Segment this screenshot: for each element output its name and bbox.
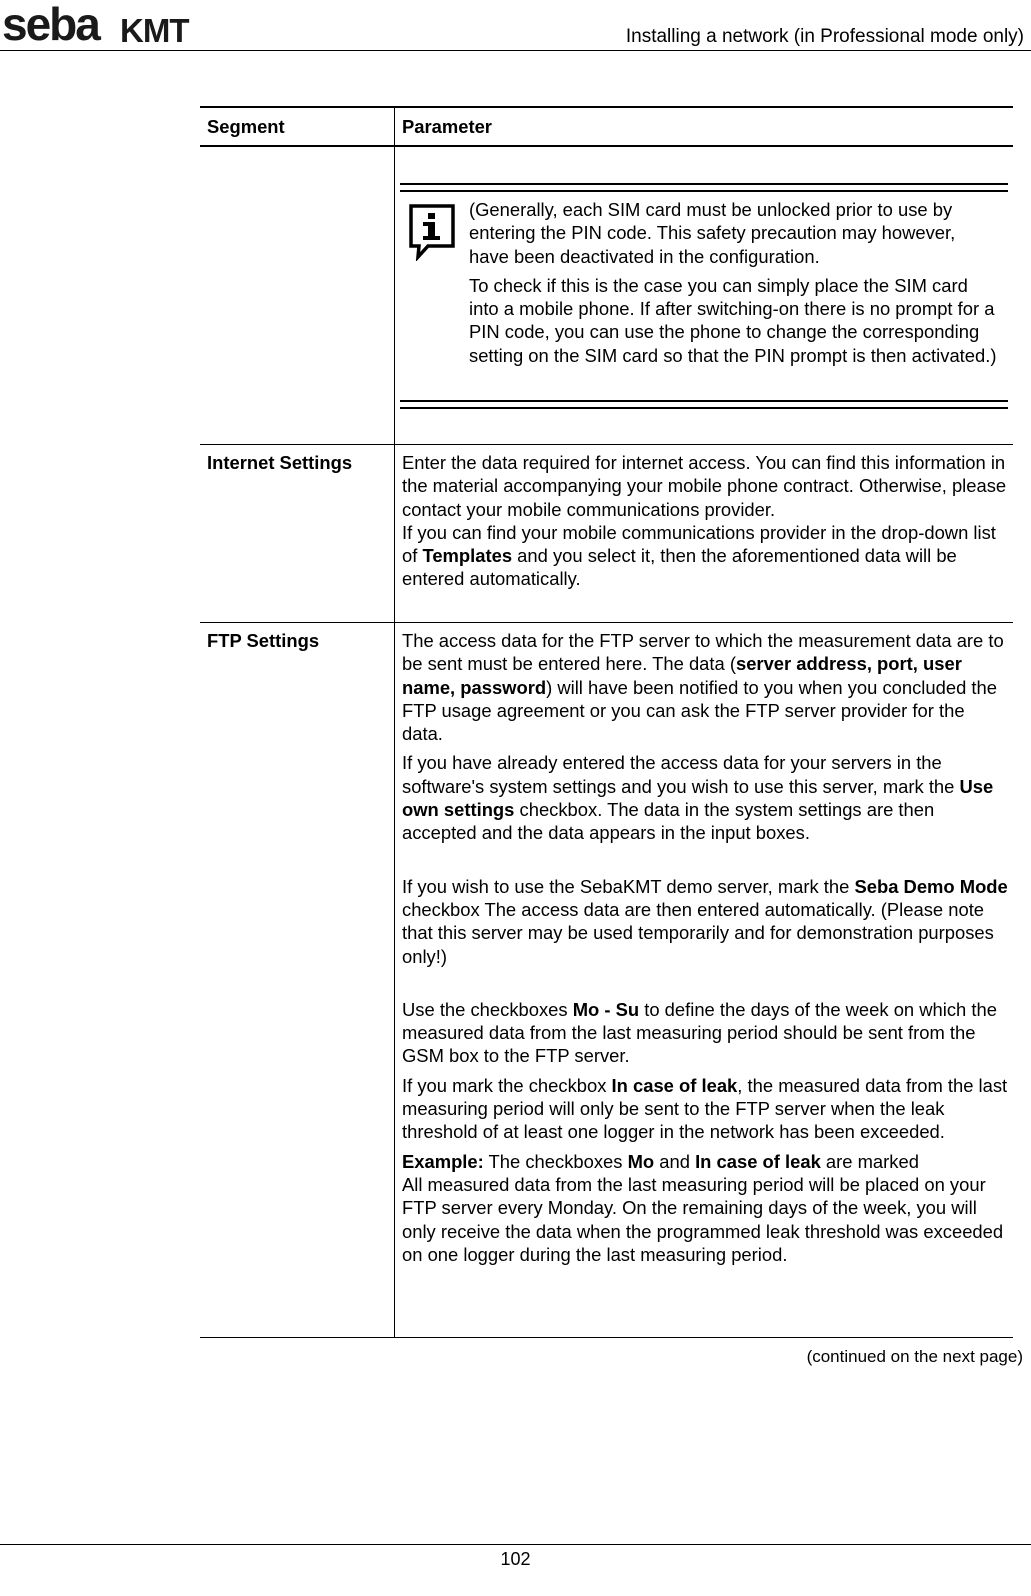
column-divider (394, 106, 395, 1338)
parameter-internet-settings (402, 451, 1010, 591)
templates-term: Templates (422, 545, 513, 567)
parameter-ftp-settings (402, 629, 1010, 1266)
ftp-paragraph-5: If you mark the checkbox In case of leak, the measured data from the last measuring period will only be sent to the FTP server when the leak threshold of at least one logger in the network has been exceeded. (402, 1074, 1008, 1143)
note-paragraph-1: (Generally, each SIM card must be unlocked prior to use by entering the PIN code. This safety precaution may however, have been deactivated in the configuration. (469, 199, 956, 267)
note-top-border (400, 183, 1008, 192)
footer-rule (0, 1544, 1031, 1545)
ftp-paragraph-3: If you wish to use the SebaKMT demo server, mark the Seba Demo Mode checkbox The access data are then entered automatically. (Please note that this server may be used temporarily and for demonstration purposes only!) (402, 875, 1008, 967)
segment-ftp-settings: FTP Settings (207, 630, 320, 651)
table-top-rule (200, 106, 1013, 108)
info-icon (408, 203, 456, 261)
ftp-paragraph-1: The access data for the FTP server to which the measurement data are to be sent must be entered here. The data (server address, port, user name, password) will have been notified to you when you concluded the FTP usage agreement or you can ask the FTP server provider for the data. (402, 630, 1004, 745)
column-header-parameter: Parameter (402, 116, 492, 137)
column-header-segment: Segment (207, 116, 285, 137)
table-bottom-rule (200, 1337, 1013, 1338)
row-rule-1 (200, 444, 1013, 445)
ftp-paragraph-4: Use the checkboxes Mo - Su to define the days of the week on which the measured data from the last measuring period should be sent from the GSM box to the FTP server. (402, 998, 997, 1067)
ftp-paragraph-6: Example: The checkboxes Mo and In case of leak are marked (402, 1150, 919, 1172)
note-bottom-border (400, 400, 1008, 409)
ftp-paragraph-2: If you have already entered the access data for your servers in the software's system settings and you wish to use this server, mark the Use own settings checkbox. The data in the system settings are then accepted and the data appears in the input boxes. (402, 752, 994, 844)
row-rule-2 (200, 622, 1013, 623)
continued-note: (continued on the next page) (806, 1347, 1023, 1366)
note-paragraph-2: To check if this is the case you can simply place the SIM card into a mobile phone. If after switching-on there is no prompt for a PIN code, you can use the phone to change the corresponding setting on the SIM card so that the PIN prompt is then activated.) (469, 274, 997, 366)
sebakmt-logo-mark (2, 2, 222, 46)
svg-text:KMT: KMT (120, 12, 189, 46)
segment-internet-settings: Internet Settings (207, 452, 353, 473)
ftp-paragraph-7: All measured data from the last measuring period will be placed on your FTP server every Monday. On the remaining days of the week, you will only receive the data when the programmed leak threshold was exceeded on one logger during the last measuring period. (402, 1173, 1004, 1265)
sebakmt-logo (2, 2, 222, 46)
note-text (469, 198, 999, 367)
header-bottom-rule (200, 145, 1013, 147)
svg-text:seba: seba (2, 2, 99, 46)
internet-paragraph-2: If you can find your mobile communications provider in the drop-down list of Templates and you select it, then the aforementioned data will be entered automatically. (402, 521, 996, 590)
header-rule (0, 50, 1031, 51)
internet-paragraph-1: Enter the data required for internet access. You can find this information in the material accompanying your mobile phone contract. Otherwise, please contact your mobile communications provider. (402, 452, 1007, 520)
running-header: Installing a network (in Professional mode only) (625, 26, 1024, 47)
page-number: 102 (500, 1549, 531, 1569)
